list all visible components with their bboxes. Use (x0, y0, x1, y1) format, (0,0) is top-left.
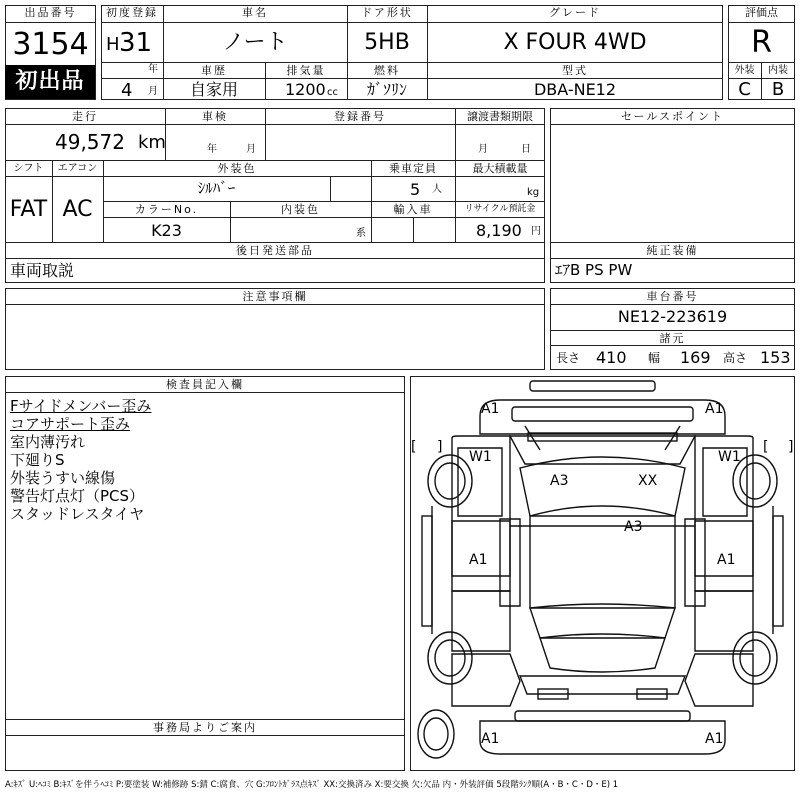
length: 410 (596, 348, 627, 367)
car-damage-diagram (410, 376, 795, 771)
exterior-label: 外装 (734, 65, 755, 76)
reg-month: 4 (121, 80, 133, 101)
int-color-unit: 系 (356, 228, 366, 239)
transfer-label: 譲渡書類期限 (467, 110, 533, 123)
note-line: Fサイドメンバー歪み (10, 397, 152, 415)
legend: A:ｷｽﾞ U:ﾍｺﾐ B:ｷｽﾞを伴うﾍｺﾐ P:要塗装 W:補修跡 S:錆 C:腐食、穴 G:ﾌﾛﾝﾄｶﾞﾗｽ点ｷｽﾞ XX:交換済み X:要交換 欠:欠品 内・外装評価 5段階ﾗﾝｸ順(A・B・C・D・E) 1 (5, 780, 619, 790)
model-label: 型式 (562, 64, 588, 77)
inspection-month-unit: 月 (246, 144, 256, 155)
damage-mark: A1 (481, 401, 500, 417)
length-label: 長さ (556, 351, 581, 365)
note-line: 下廻りS (10, 451, 65, 469)
damage-mark: W1 (718, 449, 741, 465)
caution-label: 注意事項欄 (242, 290, 308, 303)
history-label: 車歴 (201, 64, 227, 77)
max-load-label: 最大積載量 (472, 162, 528, 175)
damage-mark: A1 (469, 552, 488, 568)
car-name: ノート (222, 30, 288, 55)
bracket-mark: ] (788, 439, 794, 455)
int-color-label: 内装色 (281, 203, 320, 216)
later-parts: 車両取説 (10, 261, 75, 280)
inspector-label: 検査員記入欄 (166, 378, 244, 391)
note-line: コアサポート歪み (10, 415, 131, 433)
car-name-label: 車名 (242, 6, 268, 19)
later-parts-label: 後日発送部品 (236, 244, 314, 257)
interior-score: B (771, 79, 785, 100)
score-label: 評価点 (745, 6, 778, 19)
year-unit: 年 (148, 64, 158, 75)
inspector-notes (10, 397, 151, 523)
import-label: 輸入車 (393, 203, 433, 216)
width-label: 幅 (648, 351, 661, 365)
first-reg-label: 初度登録 (106, 6, 158, 19)
damage-mark: A1 (705, 731, 724, 747)
era: H (106, 34, 120, 55)
door-label: ドア形状 (361, 6, 413, 19)
width: 169 (680, 348, 711, 367)
max-load-unit: kg (527, 187, 540, 198)
grade-label: グレード (549, 6, 601, 19)
damage-mark: XX (638, 473, 658, 489)
sales-point-label: セールスポイント (620, 110, 724, 123)
note-line: スタッドレスタイヤ (10, 505, 145, 523)
mileage-unit: km (138, 132, 166, 153)
capacity-unit: 人 (432, 184, 442, 195)
door-type: 5HB (364, 30, 410, 55)
damage-mark: A3 (550, 473, 569, 489)
displacement-unit: cc (327, 87, 338, 98)
interior-label: 内装 (768, 65, 788, 76)
bracket-mark: ] (437, 439, 443, 455)
bracket-mark: [ (411, 439, 417, 455)
height-label: 高さ (723, 351, 748, 365)
damage-mark: A1 (481, 731, 500, 747)
inspection-label: 車検 (202, 110, 228, 123)
equipment-label: 純正装備 (646, 244, 699, 257)
recycle-fee: 8,190 (476, 221, 522, 240)
fuel-label: 燃料 (374, 64, 400, 77)
history: 自家用 (189, 80, 238, 99)
note-line: 室内薄汚れ (10, 433, 86, 451)
exterior-score: C (738, 79, 751, 100)
color-no-label: カラーNo. (134, 203, 199, 216)
mileage-label: 走行 (72, 110, 98, 123)
shift: FAT (9, 197, 48, 222)
model: DBA-NE12 (533, 80, 617, 99)
inspection-year-unit: 年 (207, 144, 217, 155)
shift-label: シフト (13, 163, 44, 174)
damage-mark: A1 (705, 401, 724, 417)
chassis-label: 車台番号 (646, 290, 699, 303)
bracket-mark: [ (763, 439, 769, 455)
lot-label: 出品番号 (24, 6, 77, 19)
capacity-label: 乗車定員 (389, 162, 437, 175)
first-listing-badge: 初出品 (5, 65, 95, 99)
damage-mark: A3 (624, 519, 643, 535)
transfer-month-unit: 月 (478, 144, 488, 155)
recycle-label: リサイクル預託金 (464, 204, 536, 214)
dims-label: 諸元 (659, 332, 686, 345)
color-no: K23 (151, 221, 182, 240)
office-label: 事務局よりご案内 (153, 721, 257, 734)
month-unit: 月 (148, 86, 158, 97)
displacement-label: 排気量 (286, 64, 326, 77)
lot-number: 3154 (12, 27, 89, 62)
damage-mark: W1 (469, 449, 492, 465)
equipment: ｴｱB PS PW (555, 261, 633, 279)
note-line: 警告灯点灯（PCS） (10, 487, 145, 505)
ext-color: ｼﾙﾊﾞｰ (197, 179, 236, 197)
capacity: 5 (410, 180, 421, 199)
recycle-unit: 円 (531, 226, 541, 237)
reg-year: 31 (119, 28, 153, 58)
ext-color-label: 外装色 (217, 162, 257, 175)
transfer-day-unit: 日 (521, 144, 531, 155)
aircon-label: エアコン (57, 163, 98, 174)
reg-number-label: 登録番号 (334, 110, 386, 123)
damage-mark: A1 (717, 552, 736, 568)
aircon: AC (62, 197, 93, 222)
mileage: 49,572 (55, 130, 125, 154)
fuel: ｶﾞｿﾘﾝ (366, 80, 407, 99)
note-line: 外装うすい線傷 (10, 469, 116, 487)
height: 153 (760, 348, 791, 367)
chassis-number: NE12-223619 (617, 307, 728, 326)
displacement: 1200 (285, 80, 326, 99)
grade: X FOUR 4WD (503, 30, 647, 55)
score: R (751, 25, 772, 60)
